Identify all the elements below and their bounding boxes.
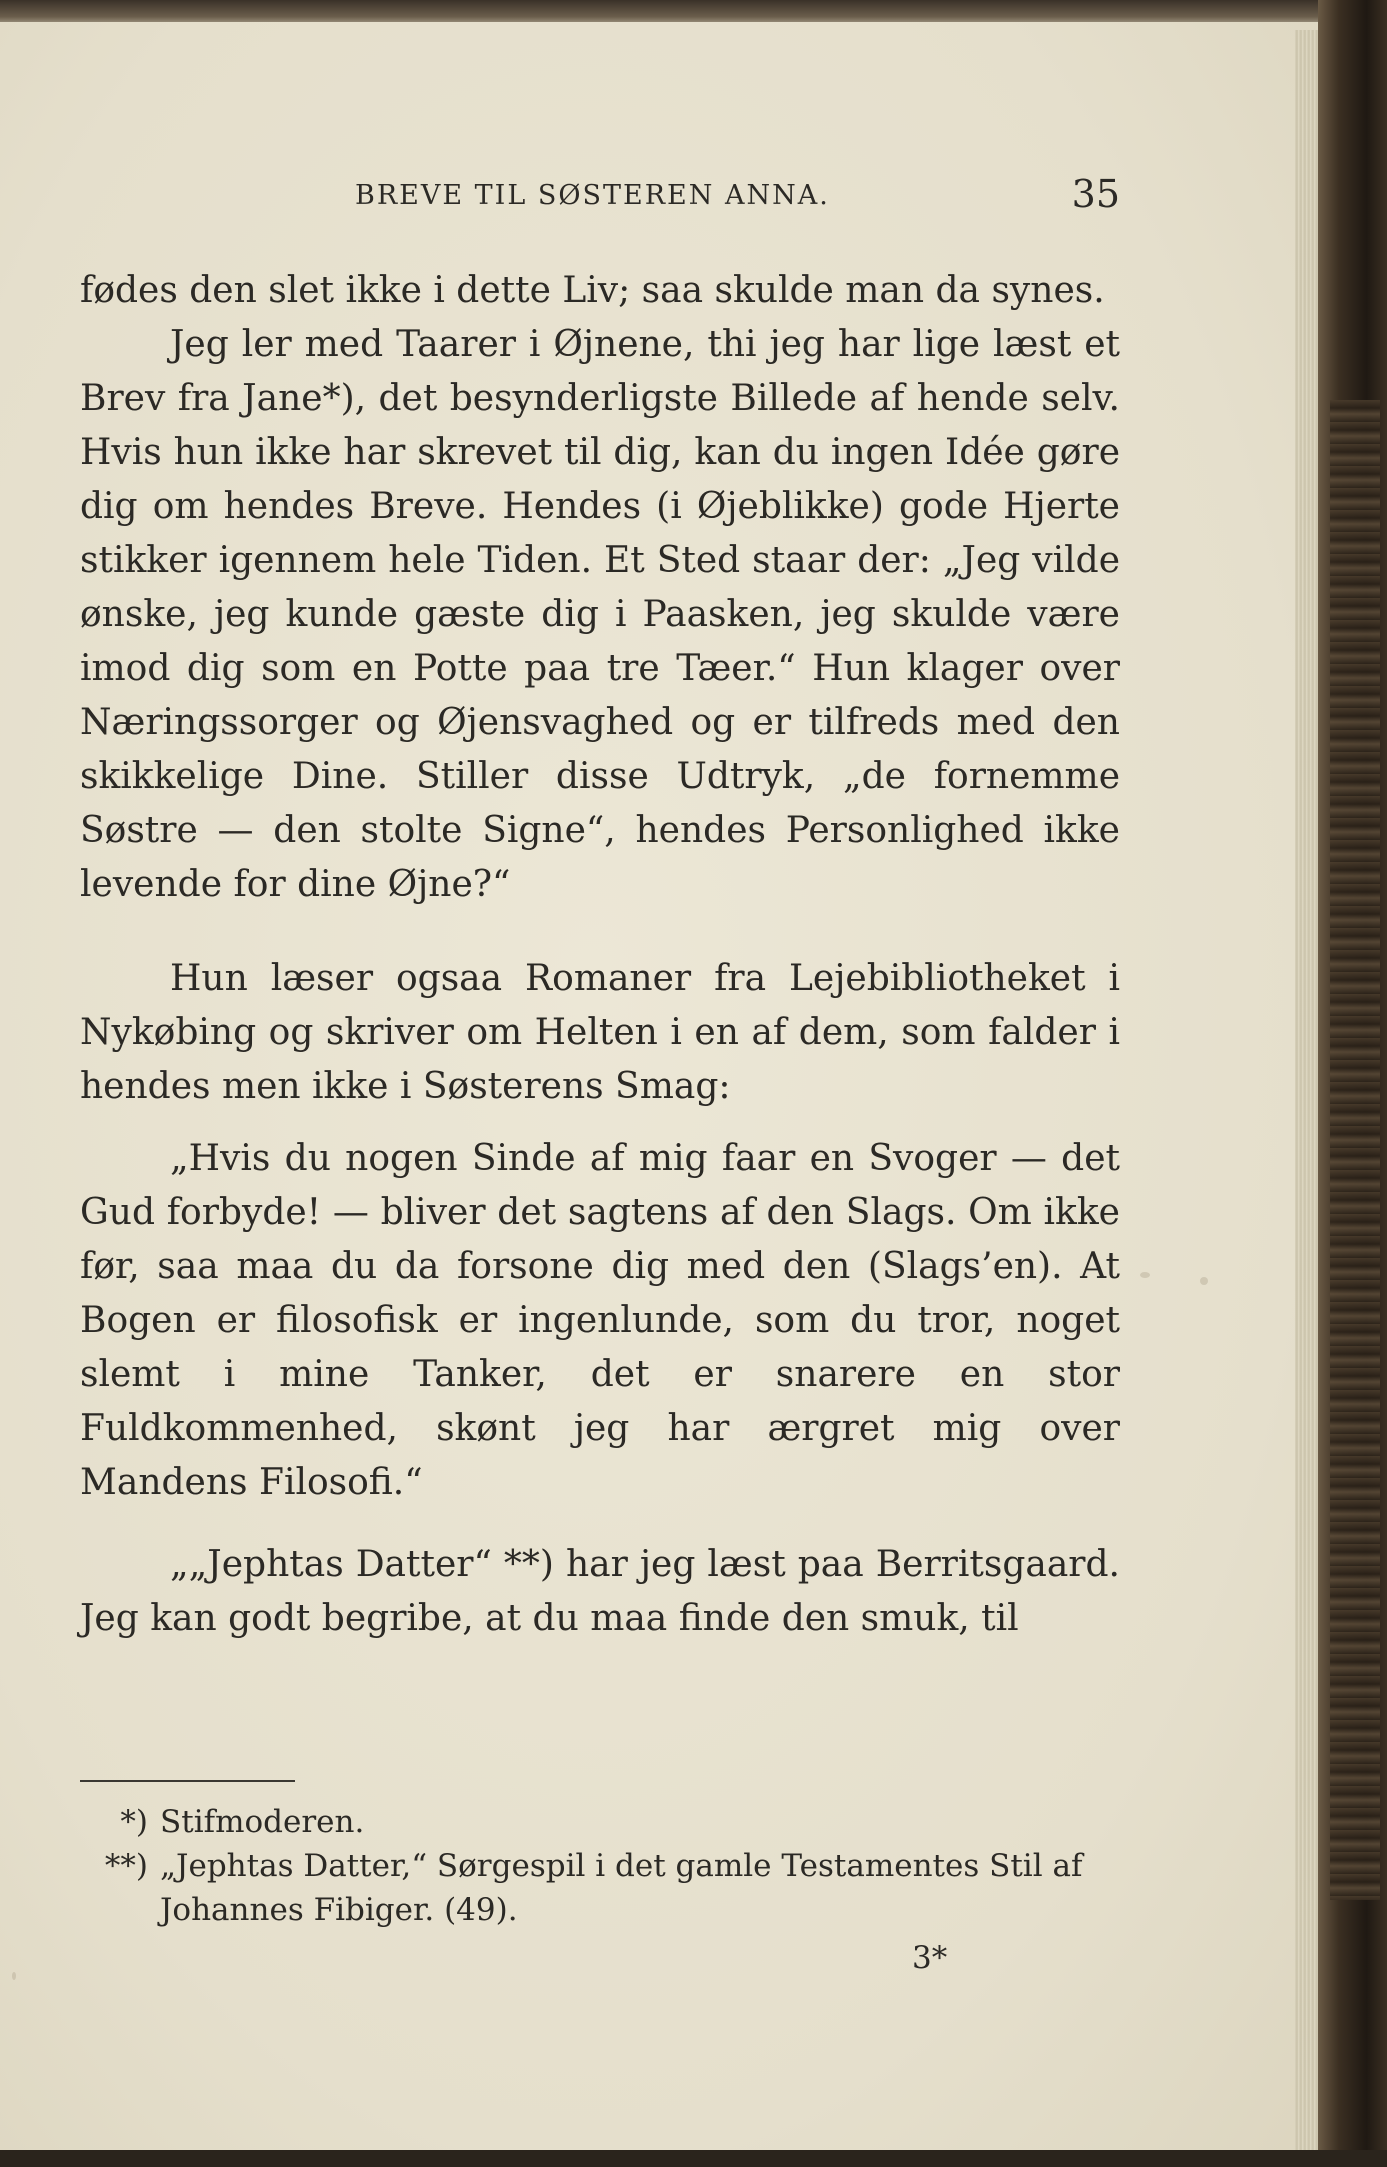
paragraph: Hun læser ogsaa Romaner fra Lejebibliotheket i Nykøbing og skriver om Helten i en af dem, som falder i hendes men ikke i Søsterens Smag: [80, 958, 1120, 1107]
page-number: 35 [1071, 172, 1120, 216]
spine-texture [1330, 400, 1380, 1900]
paragraph: „„Jephtas Datter“ **) har jeg læst paa Berritsgaard. Jeg kan godt begribe, at du maa finde den smuk, til [80, 1544, 1120, 1639]
running-head [80, 172, 1120, 222]
footnotes [80, 1800, 1120, 1932]
body-text [80, 264, 1120, 1646]
paper-speck [1140, 1272, 1150, 1278]
footnote-text: „Jephtas Datter,“ Sørgespil i det gamle Testamentes Stil af Johannes Fibiger. (49). [160, 1848, 1083, 1928]
footnote-rule [80, 1780, 295, 1782]
running-title: BREVE TIL SØSTEREN ANNA. [355, 180, 830, 211]
footnote [80, 1800, 1120, 1844]
footnote-mark: **) [104, 1848, 148, 1884]
signature-mark: 3* [912, 1940, 948, 1976]
footnote [80, 1844, 1120, 1932]
paper-speck [12, 1972, 16, 1980]
paper-speck [1200, 1277, 1208, 1285]
book-bottom-edge [0, 2150, 1387, 2167]
footnote-text: Stifmoderen. [160, 1804, 365, 1840]
footnote-mark: *) [120, 1804, 148, 1840]
paragraph: Jeg ler med Taarer i Øjnene, thi jeg har lige læst et Brev fra Jane*), det besynderligste Billede af hende selv. Hvis hun ikke har skrevet til dig, kan du ingen Idée gøre dig om hendes Breve. Hendes (i Øjeblikke) gode Hjerte stikker igennem hele Tiden. Et Sted staar der: „Jeg vilde ønske, jeg kunde gæste dig i Paasken, jeg skulde være imod dig som en Potte paa tre Tæer.“ Hun klager over Næringssorger og Øjensvaghed og er tilfreds med den skikkelige Dine. Stiller disse Udtryk, „de fornemme Søstre — den stolte Signe“, hendes Personlighed ikke levende for dine Øjne?“ [80, 324, 1120, 905]
quoted-paragraph: „Hvis du nogen Sinde af mig faar en Svoger — det Gud forbyde! — bliver det sagtens af den Slags. Om ikke før, saa maa du da forsone dig med den (Slags’en). At Bogen er filosofisk er ingenlunde, som du tror, noget slemt i mine Tanker, det er snarere en stor Fuldkommenhed, skønt jeg har ærgret mig over Mandens Filosofi.“ [80, 1138, 1120, 1503]
paragraph: fødes den slet ikke i dette Liv; saa skulde man da synes. [80, 270, 1105, 311]
